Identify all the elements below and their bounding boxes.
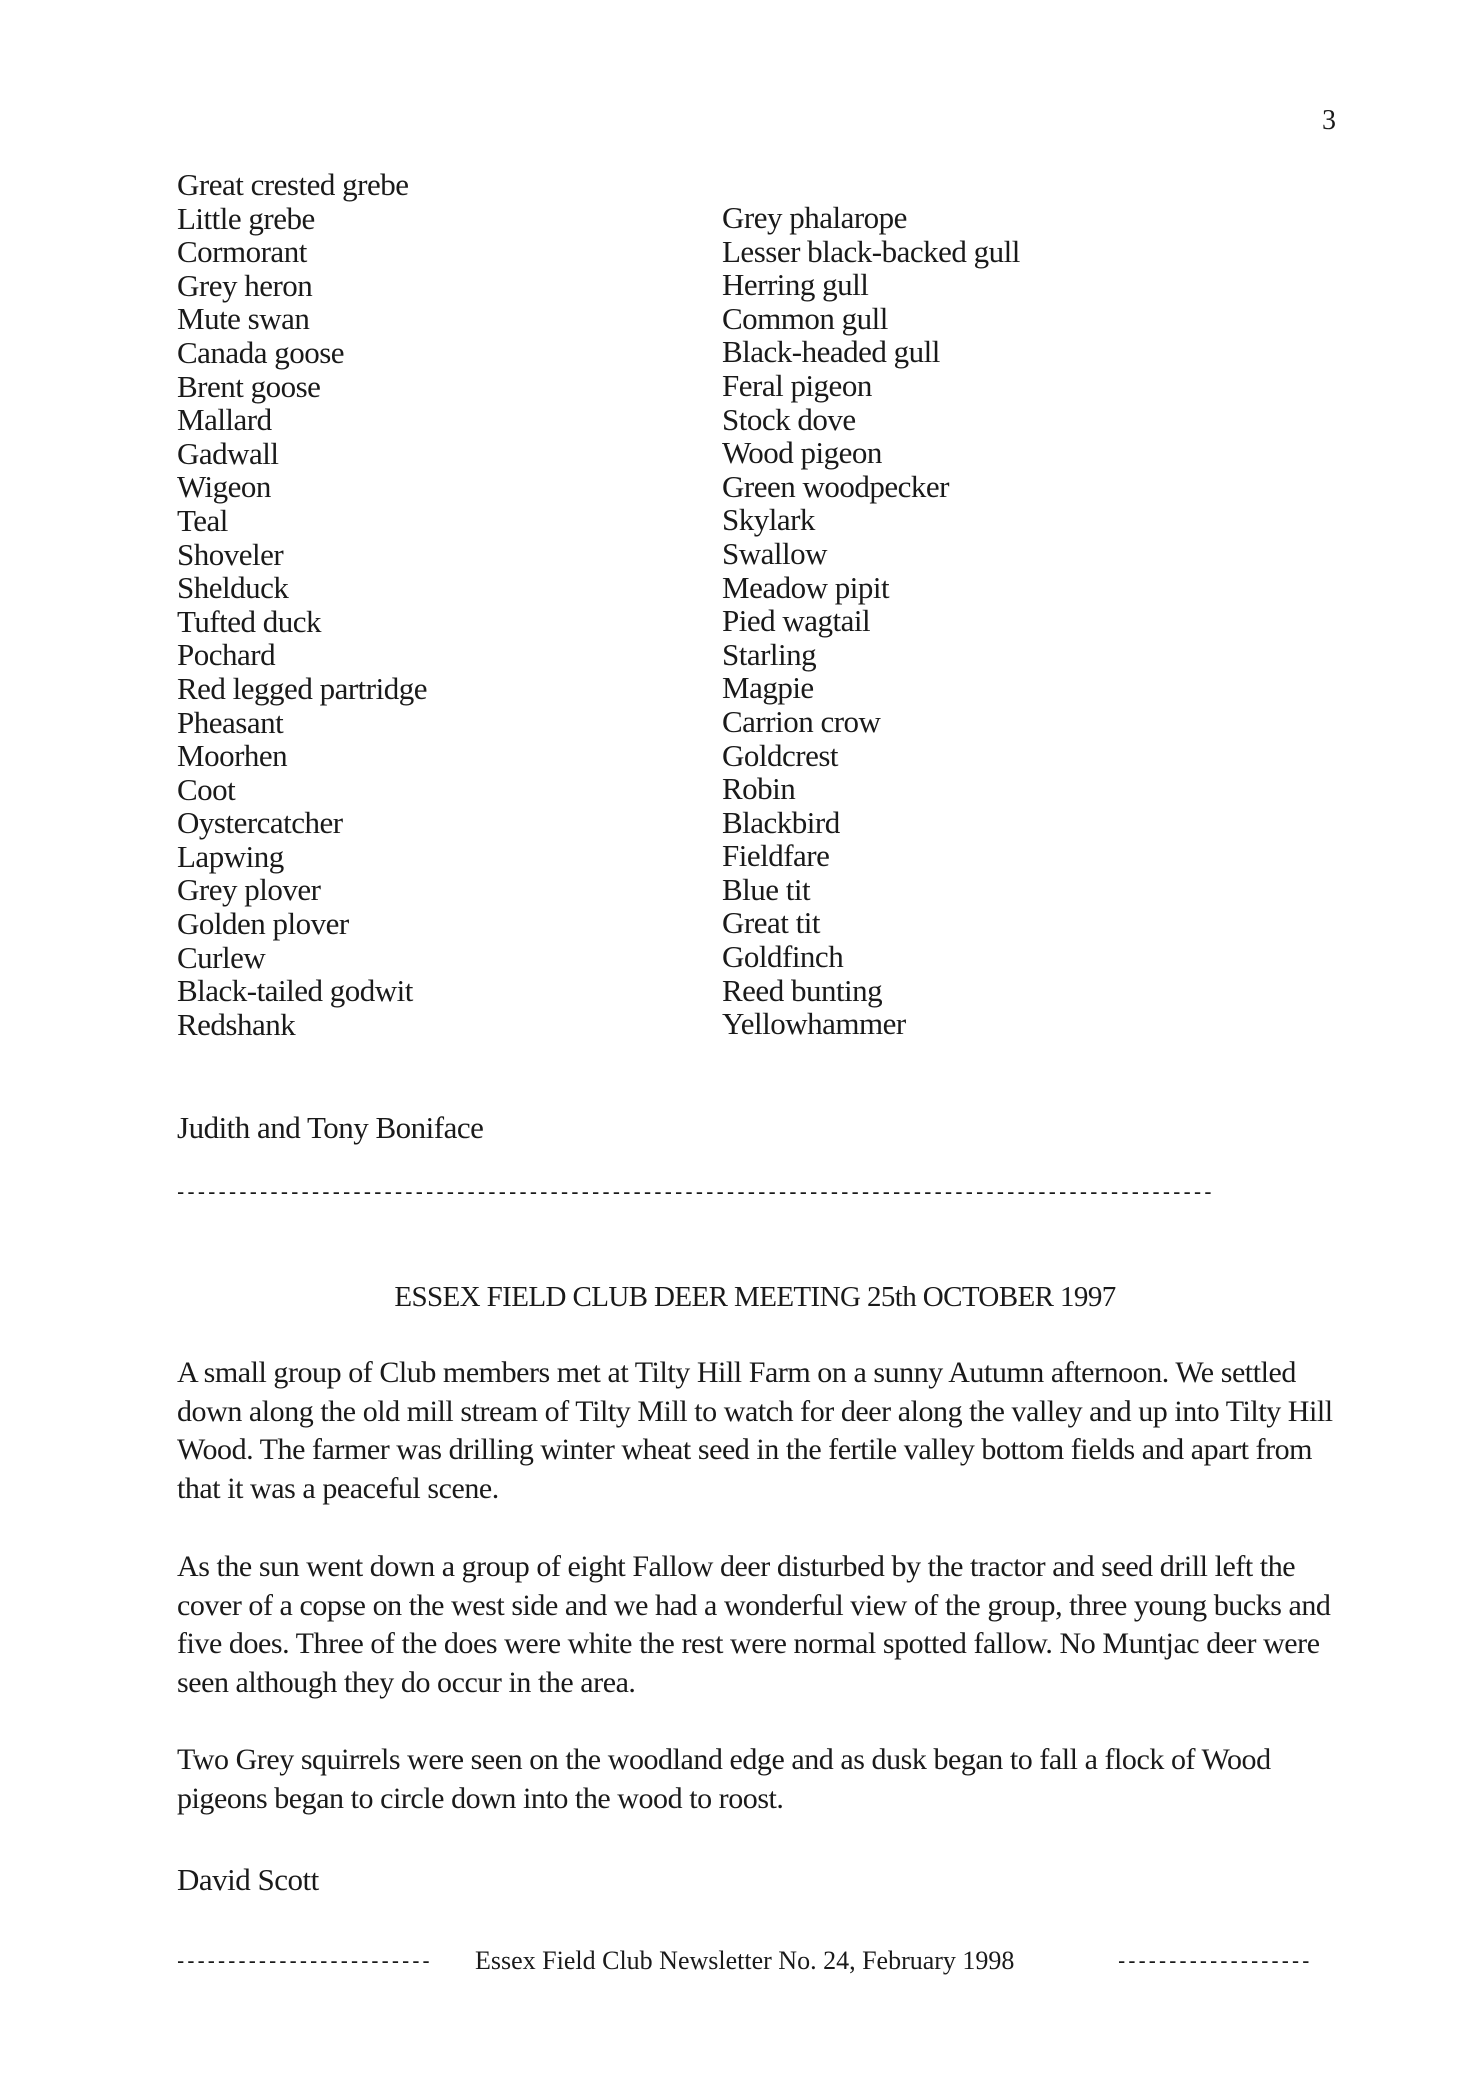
species-list-item: Oystercatcher: [177, 805, 343, 841]
species-list-item: Wood pigeon: [722, 435, 882, 471]
species-list-item: Stock dove: [722, 401, 856, 437]
species-list-item: Teal: [177, 502, 228, 538]
species-list-item: Fieldfare: [722, 838, 830, 874]
species-list-item: Mallard: [177, 402, 272, 438]
species-list-item: Feral pigeon: [722, 367, 872, 403]
species-list-item: Goldfinch: [722, 939, 844, 975]
species-list-item: Curlew: [177, 939, 266, 975]
article-paragraph-1: A small group of Club members met at Tilty Hill Farm on a sunny Autumn afternoon. We settled down along the old mill stream of Tilty Mill to watch for deer along the valley and up into Tilty Hill Wood. The farmer was drilling winter wheat seed in the fertile valley bottom fields and apart from that it was a peaceful scene.: [177, 1356, 1333, 1506]
species-list-right-column: [722, 201, 1020, 1041]
species-list-item: Cormorant: [177, 234, 307, 270]
species-list-item: Gadwall: [177, 435, 279, 471]
species-list-item: Shelduck: [177, 570, 289, 606]
article-paragraph-2: As the sun went down a group of eight Fallow deer disturbed by the tractor and seed drill left the cover of a copse on the west side and we had a wonderful view of the group, three young bucks and five does. Three of the does were white the rest were normal spotted fallow. No Muntjac deer were seen although they do occur in the area.: [177, 1550, 1331, 1700]
page-number: 3: [1322, 105, 1336, 136]
species-list-item: Little grebe: [177, 200, 315, 236]
species-list-item: Starling: [722, 636, 817, 672]
species-list-item: Reed bunting: [722, 972, 883, 1008]
species-list-item: Grey plover: [177, 872, 321, 908]
species-list-left-column: [177, 168, 427, 1041]
species-list-item: Mute swan: [177, 301, 310, 337]
species-list-item: Green woodpecker: [722, 468, 949, 504]
species-list-item: Grey phalarope: [722, 200, 907, 235]
species-list-item: Pheasant: [177, 704, 284, 740]
page-footer: [177, 1946, 1333, 1980]
species-list-item: Redshank: [177, 1006, 296, 1042]
species-list-item: Canada goose: [177, 334, 345, 370]
article-paragraph-3: Two Grey squirrels were seen on the woodland edge and as dusk began to fall a flock of Wood pigeons began to circle down into the wood to roost.: [177, 1743, 1271, 1815]
species-list-item: Meadow pipit: [722, 569, 890, 605]
species-list-item: Great tit: [722, 905, 820, 941]
species-list-item: Grey heron: [177, 267, 313, 303]
species-list-item: Tufted duck: [177, 603, 322, 639]
species-list-item: Black-tailed godwit: [177, 973, 413, 1009]
species-list-item: Wigeon: [177, 469, 271, 505]
species-list-item: Lesser black-backed gull: [722, 233, 1020, 269]
bird-list-author: Judith and Tony Boniface: [177, 1110, 484, 1145]
species-list-item: Red legged partridge: [177, 670, 427, 706]
species-list-item: Common gull: [722, 300, 888, 336]
species-list-item: Pied wagtail: [722, 603, 871, 639]
article-heading: ESSEX FIELD CLUB DEER MEETING 25th OCTOBER 1997: [394, 1281, 1116, 1313]
species-list-item: Moorhen: [177, 738, 288, 774]
species-list-item: Golden plover: [177, 906, 349, 942]
species-list-item: Herring gull: [722, 267, 869, 303]
species-list-item: Swallow: [722, 535, 827, 571]
species-list-item: Great crested grebe: [177, 167, 409, 202]
species-list-item: Black-headed gull: [722, 334, 940, 370]
species-list-item: Robin: [722, 771, 796, 807]
species-list-item: Lapwing: [177, 838, 284, 874]
species-list-item: Shoveler: [177, 536, 284, 572]
species-list-item: Blue tit: [722, 871, 811, 907]
species-list-item: Yellowhammer: [722, 1006, 906, 1042]
species-list-item: Coot: [177, 771, 236, 807]
section-divider: ----------------------------------------------------------------------------------------------------: [177, 1179, 1215, 1204]
species-list-item: Brent goose: [177, 368, 321, 404]
species-list-item: Pochard: [177, 637, 276, 673]
species-list-item: Skylark: [722, 502, 815, 538]
species-list-item: Goldcrest: [722, 737, 839, 773]
footer-dashes-right: -------------------: [1118, 1948, 1313, 1973]
article-author: David Scott: [177, 1862, 319, 1897]
species-list-item: Carrion crow: [722, 703, 881, 739]
footer-newsletter-title: Essex Field Club Newsletter No. 24, February 1998: [475, 1946, 1015, 1975]
species-list-item: Magpie: [722, 670, 814, 706]
footer-dashes-left: -------------------------: [177, 1948, 433, 1973]
species-list-item: Blackbird: [722, 804, 840, 840]
